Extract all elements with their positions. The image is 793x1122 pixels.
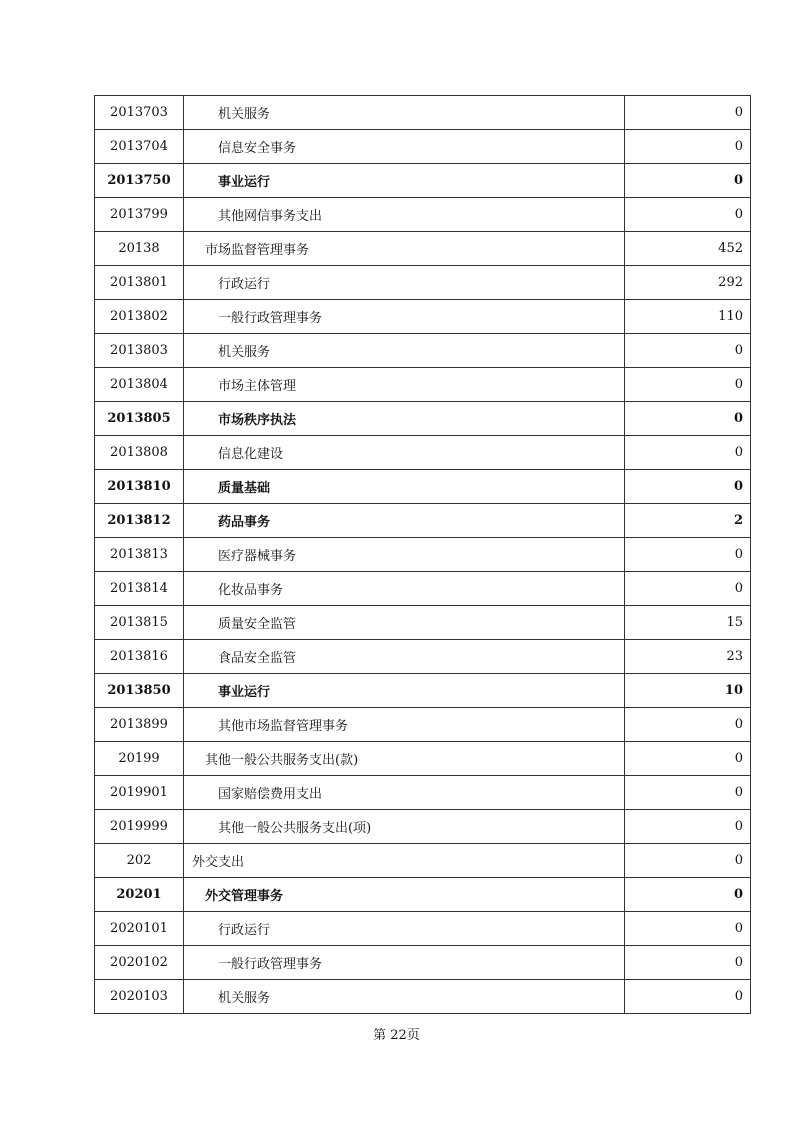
row-value: 0 <box>625 878 751 912</box>
row-value: 292 <box>625 266 751 300</box>
row-code: 2013704 <box>95 130 184 164</box>
table-row <box>95 96 751 130</box>
row-code: 2013801 <box>95 266 184 300</box>
row-value: 0 <box>625 436 751 470</box>
table-row <box>95 776 751 810</box>
table-row <box>95 368 751 402</box>
row-value: 0 <box>625 742 751 776</box>
row-code: 2020103 <box>95 980 184 1014</box>
row-code: 20138 <box>95 232 184 266</box>
table-row <box>95 606 751 640</box>
row-name: 其他一般公共服务支出(项) <box>184 810 625 844</box>
row-value: 0 <box>625 912 751 946</box>
row-code: 2013810 <box>95 470 184 504</box>
table-row <box>95 878 751 912</box>
row-code: 2013850 <box>95 674 184 708</box>
table-row <box>95 844 751 878</box>
row-value: 0 <box>625 538 751 572</box>
row-code: 2013813 <box>95 538 184 572</box>
row-name: 外交管理事务 <box>184 878 625 912</box>
row-name: 外交支出 <box>184 844 625 878</box>
row-value: 0 <box>625 708 751 742</box>
row-code: 2020101 <box>95 912 184 946</box>
row-value: 0 <box>625 368 751 402</box>
row-name: 药品事务 <box>184 504 625 538</box>
table-row <box>95 232 751 266</box>
table-row <box>95 912 751 946</box>
row-name: 事业运行 <box>184 164 625 198</box>
row-code: 2013815 <box>95 606 184 640</box>
table-body <box>95 96 751 1014</box>
row-code: 2013812 <box>95 504 184 538</box>
table-row <box>95 300 751 334</box>
row-name: 医疗器械事务 <box>184 538 625 572</box>
page-number: 第 22页 <box>373 1028 420 1043</box>
table-row <box>95 130 751 164</box>
row-name: 一般行政管理事务 <box>184 946 625 980</box>
row-name: 其他网信事务支出 <box>184 198 625 232</box>
table-row <box>95 470 751 504</box>
row-code: 2013750 <box>95 164 184 198</box>
row-value: 452 <box>625 232 751 266</box>
row-code: 20199 <box>95 742 184 776</box>
row-name: 一般行政管理事务 <box>184 300 625 334</box>
table-row <box>95 674 751 708</box>
row-name: 食品安全监管 <box>184 640 625 674</box>
row-code: 2013805 <box>95 402 184 436</box>
row-code: 2013703 <box>95 96 184 130</box>
table-row <box>95 946 751 980</box>
row-value: 0 <box>625 470 751 504</box>
row-value: 0 <box>625 96 751 130</box>
row-value: 0 <box>625 198 751 232</box>
row-value: 0 <box>625 844 751 878</box>
table-row <box>95 334 751 368</box>
row-name: 质量基础 <box>184 470 625 504</box>
row-value: 23 <box>625 640 751 674</box>
row-name: 其他一般公共服务支出(款) <box>184 742 625 776</box>
row-name: 质量安全监管 <box>184 606 625 640</box>
row-code: 2013803 <box>95 334 184 368</box>
row-name: 市场主体管理 <box>184 368 625 402</box>
row-code: 202 <box>95 844 184 878</box>
row-name: 机关服务 <box>184 980 625 1014</box>
row-code: 2013814 <box>95 572 184 606</box>
row-name: 事业运行 <box>184 674 625 708</box>
row-value: 0 <box>625 776 751 810</box>
row-name: 国家赔偿费用支出 <box>184 776 625 810</box>
row-value: 0 <box>625 130 751 164</box>
row-name: 行政运行 <box>184 266 625 300</box>
row-value: 110 <box>625 300 751 334</box>
row-value: 0 <box>625 810 751 844</box>
row-code: 2013899 <box>95 708 184 742</box>
row-value: 10 <box>625 674 751 708</box>
table-row <box>95 980 751 1014</box>
table-row <box>95 572 751 606</box>
row-name: 信息化建设 <box>184 436 625 470</box>
row-code: 2019901 <box>95 776 184 810</box>
table-row <box>95 198 751 232</box>
row-value: 0 <box>625 402 751 436</box>
row-code: 2013816 <box>95 640 184 674</box>
row-code: 2019999 <box>95 810 184 844</box>
table-row <box>95 504 751 538</box>
row-code: 20201 <box>95 878 184 912</box>
row-code: 2013808 <box>95 436 184 470</box>
table-row <box>95 742 751 776</box>
row-name: 市场秩序执法 <box>184 402 625 436</box>
row-name: 其他市场监督管理事务 <box>184 708 625 742</box>
row-name: 信息安全事务 <box>184 130 625 164</box>
table-row <box>95 538 751 572</box>
row-name: 行政运行 <box>184 912 625 946</box>
row-value: 0 <box>625 164 751 198</box>
row-code: 2013804 <box>95 368 184 402</box>
row-value: 0 <box>625 946 751 980</box>
row-value: 0 <box>625 980 751 1014</box>
row-name: 机关服务 <box>184 96 625 130</box>
table-row <box>95 640 751 674</box>
row-code: 2013799 <box>95 198 184 232</box>
table-row <box>95 402 751 436</box>
row-name: 化妆品事务 <box>184 572 625 606</box>
table-row <box>95 164 751 198</box>
row-code: 2020102 <box>95 946 184 980</box>
expenditure-table <box>94 95 751 1014</box>
table-row <box>95 266 751 300</box>
row-name: 机关服务 <box>184 334 625 368</box>
row-value: 0 <box>625 572 751 606</box>
row-code: 2013802 <box>95 300 184 334</box>
table-row <box>95 436 751 470</box>
table-row <box>95 708 751 742</box>
table-row <box>95 810 751 844</box>
row-name: 市场监督管理事务 <box>184 232 625 266</box>
row-value: 0 <box>625 334 751 368</box>
row-value: 15 <box>625 606 751 640</box>
row-value: 2 <box>625 504 751 538</box>
